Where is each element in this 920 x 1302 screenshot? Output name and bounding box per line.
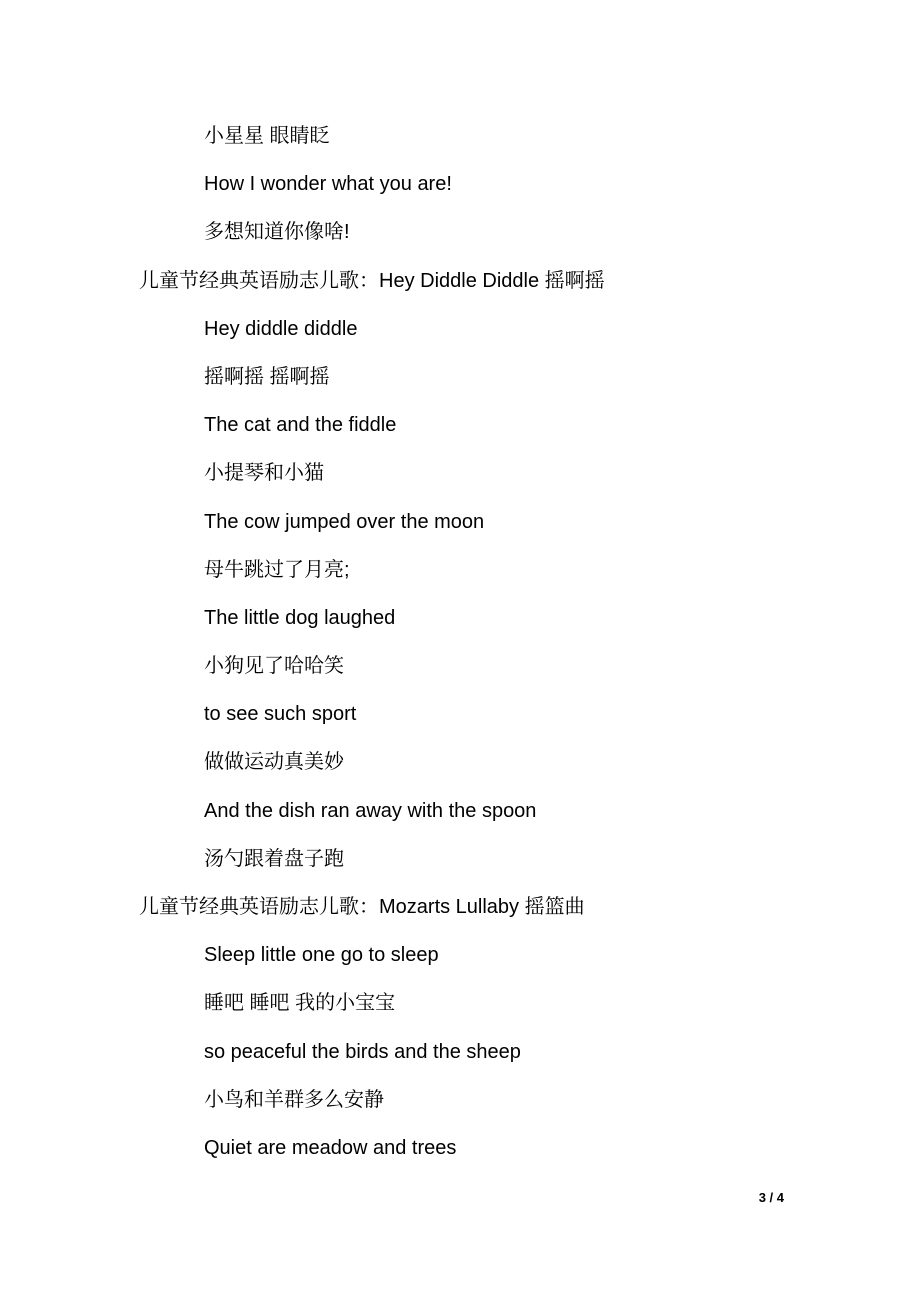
lyric-line: 汤勺跟着盘子跑 xyxy=(204,847,344,870)
lyrics-body xyxy=(0,112,920,1172)
lyric-line: 做做运动真美妙 xyxy=(204,751,344,774)
song-heading: 儿童节经典英语励志儿歌：Mozarts Lullaby 摇篮曲 xyxy=(139,896,585,918)
lyric-line: Quiet are meadow and trees xyxy=(204,1136,457,1159)
lyric-line: Sleep little one go to sleep xyxy=(204,944,439,967)
lyric-line: so peaceful the birds and the sheep xyxy=(204,1040,521,1063)
lyric-line: 睡吧 睡吧 我的小宝宝 xyxy=(204,992,396,1015)
lyric-line: to see such sport xyxy=(204,703,357,726)
lyric-line: 小狗见了哈哈笑 xyxy=(204,655,344,678)
lyric-line: 母牛跳过了月亮; xyxy=(204,558,350,581)
lyric-line: The cat and the fiddle xyxy=(204,414,397,437)
lyric-line: The little dog laughed xyxy=(204,606,396,629)
lyric-line: 小星星 眼睛眨 xyxy=(204,125,330,147)
lyric-line: 小提琴和小猫 xyxy=(204,462,324,485)
lyric-line: 多想知道你像啥! xyxy=(204,221,350,244)
lyric-line: 摇啊摇 摇啊摇 xyxy=(204,365,330,388)
lyric-line: And the dish ran away with the spoon xyxy=(204,799,537,822)
lyric-line: 小鸟和羊群多么安静 xyxy=(204,1088,384,1111)
lyric-line: Hey diddle diddle xyxy=(204,317,358,340)
lyric-line: How I wonder what you are! xyxy=(204,173,452,196)
lyric-line: The cow jumped over the moon xyxy=(204,510,485,533)
song-heading: 儿童节经典英语励志儿歌：Hey Diddle Diddle 摇啊摇 xyxy=(139,269,605,292)
page-number: 3 / 4 xyxy=(758,1190,784,1205)
